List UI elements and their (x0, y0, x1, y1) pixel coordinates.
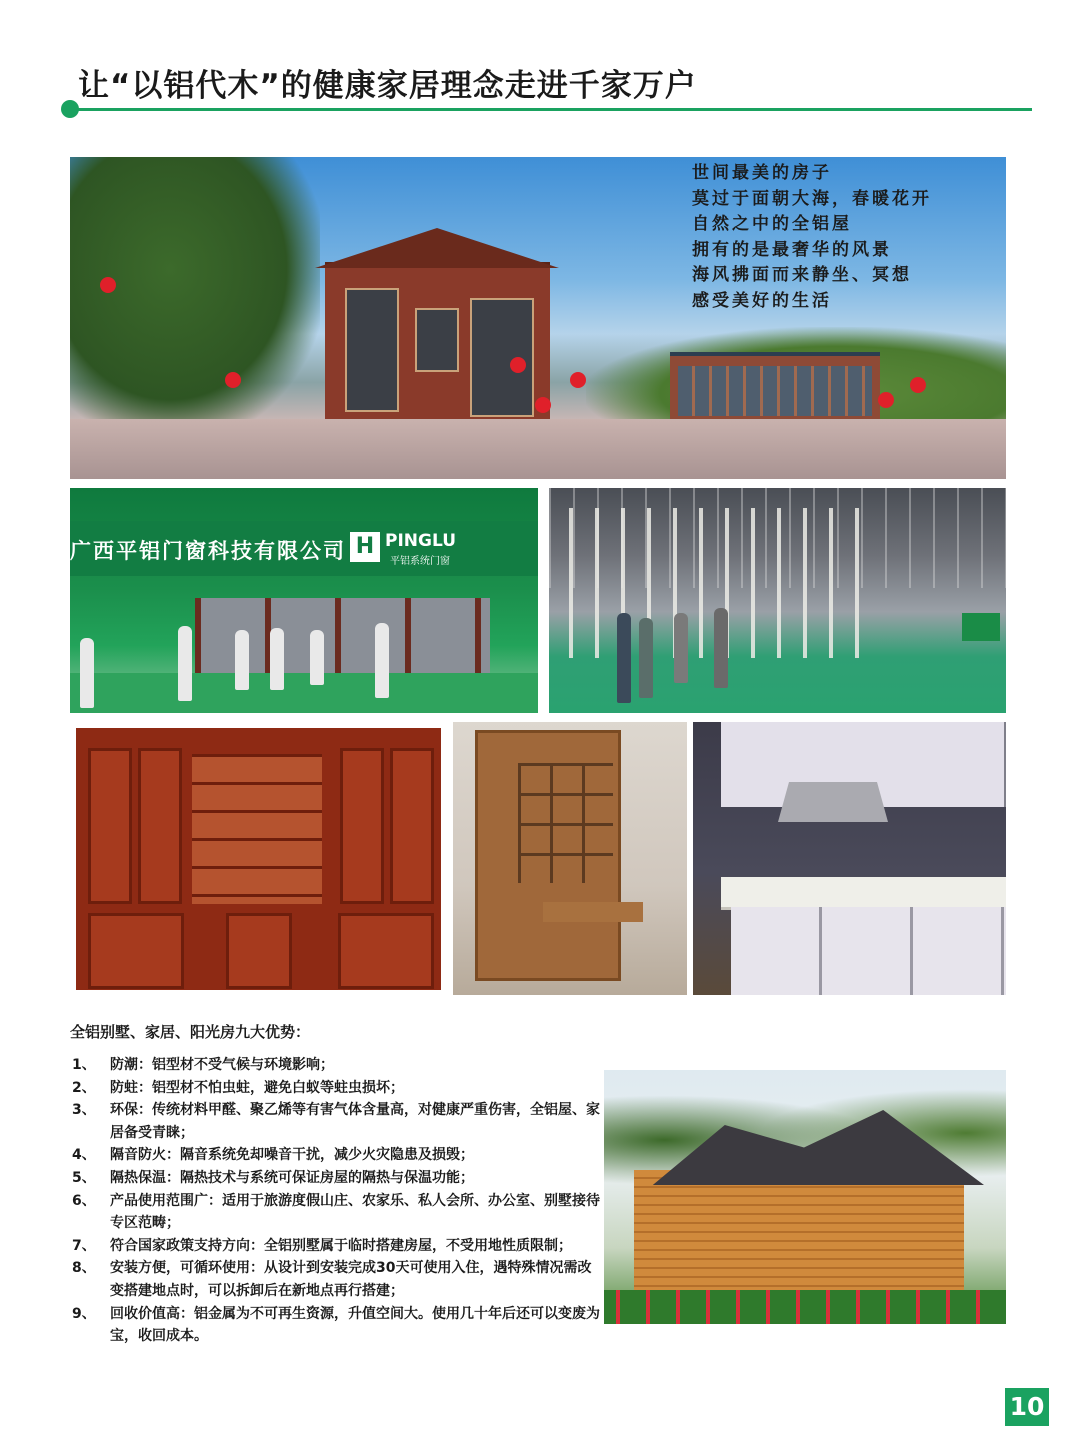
list-item (72, 1167, 600, 1190)
item-number: 6、 (72, 1192, 96, 1209)
worker-figure (714, 608, 728, 688)
hero-poem (692, 161, 932, 314)
list-item (72, 1144, 600, 1167)
list-item (72, 1303, 600, 1348)
brand-subtitle: 平铝系统门窗 (390, 556, 450, 567)
villa-photo (70, 157, 1006, 479)
visitor-figure (178, 626, 192, 701)
visitor-figure (80, 638, 94, 708)
aluminum-villa (325, 262, 550, 428)
item-number: 5、 (72, 1169, 96, 1186)
sunroom-glass (678, 366, 872, 416)
worker-figure (674, 613, 688, 683)
showroom-photo (70, 488, 538, 713)
visitor-figure (235, 630, 249, 690)
factory-sign (962, 613, 1000, 641)
villa-roof (315, 228, 559, 268)
red-lantern (510, 357, 526, 373)
red-lantern (570, 372, 586, 388)
poem-line: 拥有的是最奢华的风景 (692, 239, 892, 260)
list-item (72, 1054, 600, 1077)
red-lantern (225, 372, 241, 388)
glass-door (138, 748, 182, 904)
photo-plaza (70, 419, 1006, 479)
wine-cabinet (76, 728, 441, 990)
item-text: 防蛀：铝型材不怕虫蛀，避免白蚁等蛀虫损坏； (110, 1079, 404, 1096)
factory-photo (549, 488, 1006, 713)
list-item (72, 1077, 600, 1100)
study-furniture-photo (453, 722, 687, 995)
item-text: 防潮：铝型材不受气候与环境影响； (110, 1057, 334, 1073)
item-text: 安装方便，可循环使用：从设计到安装完成30天可使用入住，遇特殊情况需改变搭建地点时，可以拆卸后在新地点再行搭建； (110, 1260, 592, 1299)
visitor-figure (310, 630, 324, 685)
company-sign-text: 广西平铝门窗科技有限公司 (70, 539, 346, 563)
glass-door (390, 748, 434, 904)
pinglu-logo-icon: H (350, 532, 380, 562)
villa-window (345, 288, 399, 412)
item-number: 2、 (72, 1079, 96, 1096)
wine-shelves (192, 754, 322, 904)
worker-figure (617, 613, 631, 703)
poem-line: 海风拂面而来静坐、冥想 (692, 265, 912, 285)
flower-garden (604, 1290, 1006, 1324)
poem-line: 莫过于面朝大海，春暖花开 (692, 188, 932, 209)
item-number: 8、 (72, 1260, 96, 1277)
list-item (72, 1099, 600, 1144)
red-lantern (878, 392, 894, 408)
item-text: 产品使用范围广：适用于旅游度假山庄、农家乐、私人会所、办公室、别墅接待专区范畴； (110, 1192, 600, 1232)
list-item (72, 1190, 600, 1235)
item-text: 回收价值高：铝金属为不可再生资源，升值空间大。使用几十年后还可以变废为宝，收回成本。 (110, 1305, 600, 1345)
list-item (72, 1235, 600, 1258)
poem-line: 世间最美的房子 (692, 163, 832, 183)
cabin-walls (634, 1170, 964, 1295)
wine-cabinet-photo (70, 722, 447, 995)
item-number: 1、 (72, 1057, 96, 1073)
bookcase-shelves (518, 763, 613, 883)
log-cabin-photo (604, 1070, 1006, 1324)
drawer-stack (226, 913, 292, 989)
item-text: 隔热保温：隔热技术与系统可保证房屋的隔热与保温功能； (110, 1169, 474, 1186)
worker-figure (639, 618, 653, 698)
item-number: 4、 (72, 1147, 96, 1164)
item-number: 9、 (72, 1305, 96, 1322)
visitor-figure (375, 623, 389, 698)
desk (543, 902, 643, 922)
item-text: 环保：传统材料甲醛、聚乙烯等有害气体含量高，对健康严重伤害，全铝屋、家居备受青睐； (110, 1102, 600, 1141)
villa-window (470, 298, 534, 417)
showroom-floor (70, 673, 538, 713)
page-number: 10 (1005, 1388, 1049, 1426)
lower-cabinets (731, 907, 1006, 995)
poem-line: 自然之中的全铝屋 (692, 214, 852, 234)
red-lantern (100, 277, 116, 293)
item-number: 7、 (72, 1237, 96, 1254)
list-item (72, 1257, 600, 1302)
photo-trees (70, 157, 320, 437)
glass-door (340, 748, 384, 904)
kitchen-photo (693, 722, 1006, 995)
title-underline (70, 108, 1032, 111)
item-text: 符合国家政策支持方向：全铝别墅属于临时搭建房屋，不受用地性质限制； (110, 1237, 572, 1254)
features-heading: 全铝别墅、家居、阳光房九大优势： (70, 1023, 311, 1041)
red-lantern (535, 397, 551, 413)
bookcase (475, 730, 621, 981)
lower-door (338, 913, 434, 989)
countertop (721, 877, 1006, 910)
visitor-figure (270, 628, 284, 690)
page-title: 让“以铝代木”的健康家居理念走进千家万户 (78, 68, 697, 104)
glass-door (88, 748, 132, 904)
poem-line: 感受美好的生活 (692, 290, 832, 311)
item-text: 隔音防火：隔音系统免却噪音干扰，减少火灾隐患及损毁； (110, 1147, 474, 1164)
brand-name: PINGLU (385, 531, 456, 551)
item-number: 3、 (72, 1102, 96, 1119)
red-lantern (910, 377, 926, 393)
features-list (72, 1054, 600, 1348)
range-hood (778, 782, 888, 822)
villa-window (415, 308, 459, 372)
lower-door (88, 913, 184, 989)
